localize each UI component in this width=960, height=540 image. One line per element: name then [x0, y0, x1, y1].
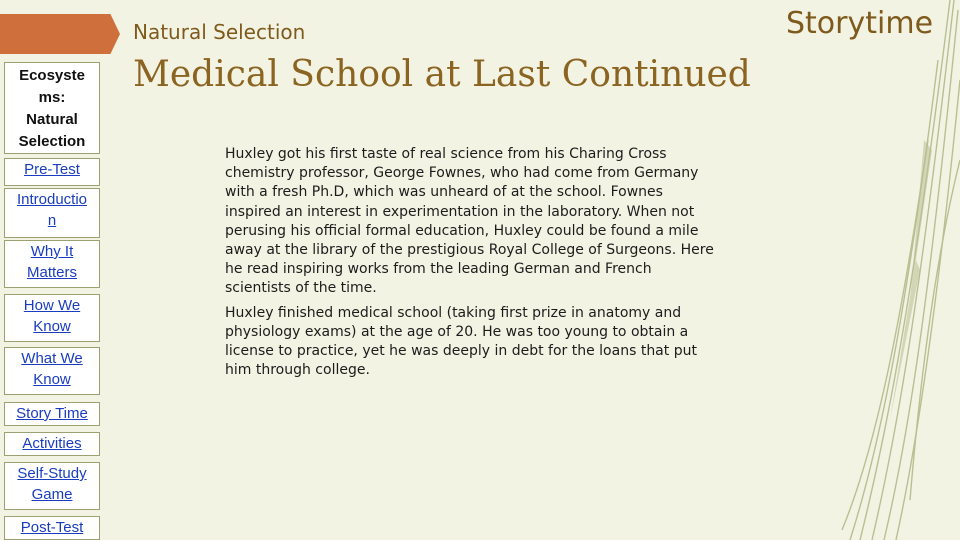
nav-link-how-we-know[interactable]: How We Know: [4, 294, 100, 342]
paragraph-1: Huxley got his first taste of real science from his Charing Cross chemistry professor, George Fownes, who had come from Germany with a fresh Ph.D, which was unheard of at the school. Fownes inspired an interest in experimentation in the laboratory. When not perusing his official formal education, Huxley could be found a mile away at the library of the prestigious Royal College of Surgeons. Here he read inspiring works from the leading German and French scientists of the time.: [225, 146, 714, 297]
slide-title: Medical School at Last Continued: [133, 54, 751, 95]
paragraph-2: Huxley finished medical school (taking first prize in anatomy and physiology exams) at the age of 20. He was too young to obtain a license to practice, yet he was deeply in debt for the loans that put him through college.: [225, 304, 697, 379]
nav-link-why-it-matters[interactable]: Why It Matters: [4, 240, 100, 288]
nav-link-pre-test[interactable]: Pre-Test: [4, 158, 100, 186]
nav-link-activities[interactable]: Activities: [4, 432, 100, 456]
nav-link-introduction[interactable]: Introductio n: [4, 188, 100, 238]
sidebar-nav: [4, 62, 100, 540]
nav-link-post-test[interactable]: Post-Test: [4, 516, 100, 540]
nav-link-self-study-game[interactable]: Self-Study Game: [4, 462, 100, 510]
accent-band: [0, 14, 120, 54]
nav-link-story-time[interactable]: Story Time: [4, 402, 100, 426]
decorative-line-art: [820, 0, 960, 540]
section-label: Natural Selection: [133, 20, 306, 44]
nav-link-what-we-know[interactable]: What We Know: [4, 347, 100, 395]
sidebar-heading: Ecosyste ms: Natural Selection: [4, 62, 100, 154]
body-text: [225, 145, 715, 385]
storytime-label: Storytime: [786, 6, 934, 41]
